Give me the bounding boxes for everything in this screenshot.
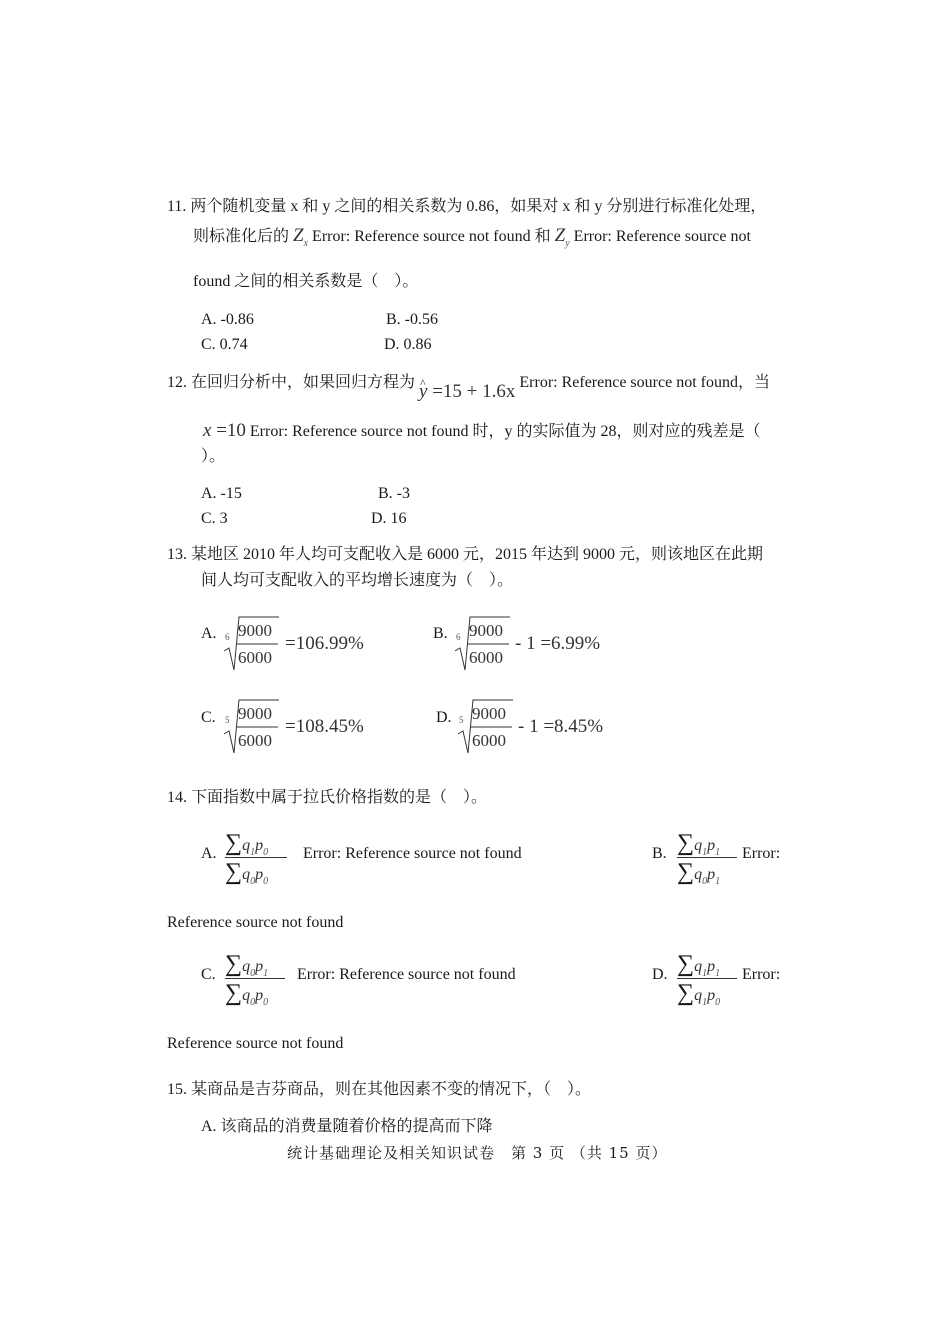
q14-option-a-label: A.	[201, 845, 217, 862]
q12-option-c: C. 3	[201, 510, 228, 527]
q13-option-d-denominator: 6000	[472, 731, 506, 750]
q14-option-b-denominator: $\sum q_0p_1$	[677, 859, 721, 887]
q11-stem-3: found 之间的相关系数是（ ）。	[193, 273, 419, 290]
q11-and: 和	[534, 228, 551, 245]
q15-option-a: A. 该商品的消费量随着价格的提高而下降	[201, 1118, 493, 1135]
q12-stem-2: Error: Reference source not found 时，y 的实际值为 28，则对应的残差是（	[249, 423, 761, 440]
q11-line-2	[193, 226, 751, 249]
q11-option-b: B. -0.56	[386, 311, 438, 328]
q13-option-d-label: D.	[436, 709, 452, 726]
q13-option-d-index: 5	[459, 715, 464, 725]
q12-number: 12.	[167, 374, 187, 391]
q14-line-1	[167, 788, 487, 808]
q14-option-d-denominator: $\sum q_1p_0$	[677, 980, 721, 1008]
q13-number: 13.	[167, 546, 187, 563]
q11-error-a: Error: Reference source not found	[312, 228, 531, 245]
q13-option-d-result: - 1 =8.45%	[518, 716, 604, 737]
q13-option-c-numerator: 9000	[238, 704, 272, 723]
q13-line-1	[167, 545, 763, 565]
q12-line-1	[167, 372, 770, 402]
q13-option-a-label: A.	[201, 625, 217, 642]
q14-number: 14.	[167, 789, 187, 806]
q13-option-a-index: 6	[225, 632, 230, 642]
q12-option-a: A. -15	[201, 485, 242, 502]
q14-option-a-denominator: $\sum q_0p_0$	[225, 859, 269, 887]
q15-line-1	[167, 1080, 591, 1100]
q11-stem-1: 两个随机变量 x 和 y 之间的相关系数为 0.86，如果对 x 和 y 分别进行标准化处理，	[190, 198, 767, 215]
q14-option-d-formula	[677, 951, 737, 1007]
q13-option-c-index: 5	[225, 715, 230, 725]
q13-option-c-denominator: 6000	[238, 731, 272, 750]
q12-stem-1: 在回归分析中，如果回归方程为	[191, 374, 416, 391]
q13-option-b-label: B.	[433, 625, 448, 642]
q11-error-b: Error: Reference source not	[573, 228, 751, 245]
q12-regression-equation: ^ y =15 + 1.6x	[419, 381, 515, 402]
q13-option-a-denominator: 6000	[238, 648, 272, 667]
q11-line-1	[167, 197, 766, 217]
q13-option-c-result: =108.45%	[285, 716, 364, 737]
q12-x-equation: x =10	[203, 420, 246, 441]
q14-option-d-label: D.	[652, 966, 668, 983]
q14-option-c-error: Error: Reference source not found	[297, 966, 516, 983]
q13-option-d-numerator: 9000	[472, 704, 506, 723]
q13-option-b-index: 6	[456, 632, 461, 642]
q14-stem: 下面指数中属于拉氏价格指数的是（ ）。	[191, 789, 488, 806]
q13-stem-1: 某地区 2010 年人均可支配收入是 6000 元，2015 年达到 9000 元，则该地区在此期	[191, 546, 764, 563]
q12-line-2	[203, 421, 760, 442]
q12-stem-3: ）。	[201, 448, 226, 465]
q11-option-d: D. 0.86	[384, 336, 432, 353]
q14-option-a-numerator: $\sum q_1p_0$	[225, 830, 287, 858]
q14-option-c-denominator: $\sum q_0p_0$	[225, 980, 269, 1008]
q13-option-b-denominator: 6000	[469, 648, 503, 667]
q14-option-d-error-cont: Reference source not found	[167, 1035, 344, 1052]
q14-option-b-error-cont: Reference source not found	[167, 914, 344, 931]
q12-option-b: B. -3	[378, 485, 410, 502]
q15-number: 15.	[167, 1081, 187, 1098]
q14-option-b-error: Error:	[742, 845, 781, 862]
q14-option-c-numerator: $\sum q_0p_1$	[225, 951, 285, 979]
q13-option-a-result: =106.99%	[285, 633, 364, 654]
q14-option-b-label: B.	[652, 845, 667, 862]
q13-stem-2: 间人均可支配收入的平均增长速度为（ ）。	[201, 572, 514, 589]
q13-option-a-numerator: 9000	[238, 621, 272, 640]
q14-option-c-formula	[225, 951, 285, 1007]
q15-stem: 某商品是吉芬商品，则在其他因素不变的情况下，（ ）。	[191, 1081, 592, 1098]
q13-option-b-numerator: 9000	[469, 621, 503, 640]
q14-option-b-numerator: $\sum q_1p_1$	[677, 830, 737, 858]
q13-option-c-label: C.	[201, 709, 216, 726]
page-footer: 统计基础理论及相关知识试卷 第 3 页 （共 15 页）	[287, 1144, 668, 1162]
q14-option-a-error: Error: Reference source not found	[303, 845, 522, 862]
q12-option-d: D. 16	[371, 510, 407, 527]
q13-option-b-result: - 1 =6.99%	[515, 633, 601, 654]
q11-number: 11.	[167, 198, 187, 215]
q11-zy-symbol: $Z_y$	[554, 225, 570, 249]
q14-option-c-label: C.	[201, 966, 216, 983]
q12-error-a: Error: Reference source not found，当	[519, 374, 770, 391]
q11-option-c: C. 0.74	[201, 336, 248, 353]
q11-stem-2: 则标准化后的	[193, 228, 290, 245]
q11-zx-symbol: $Z_x$	[293, 225, 309, 249]
q14-option-d-error: Error:	[742, 966, 781, 983]
q14-option-d-numerator: $\sum q_1p_1$	[677, 951, 737, 979]
q14-option-b-formula	[677, 830, 737, 886]
q14-option-a-formula	[225, 830, 287, 886]
q11-option-a: A. -0.86	[201, 311, 254, 328]
